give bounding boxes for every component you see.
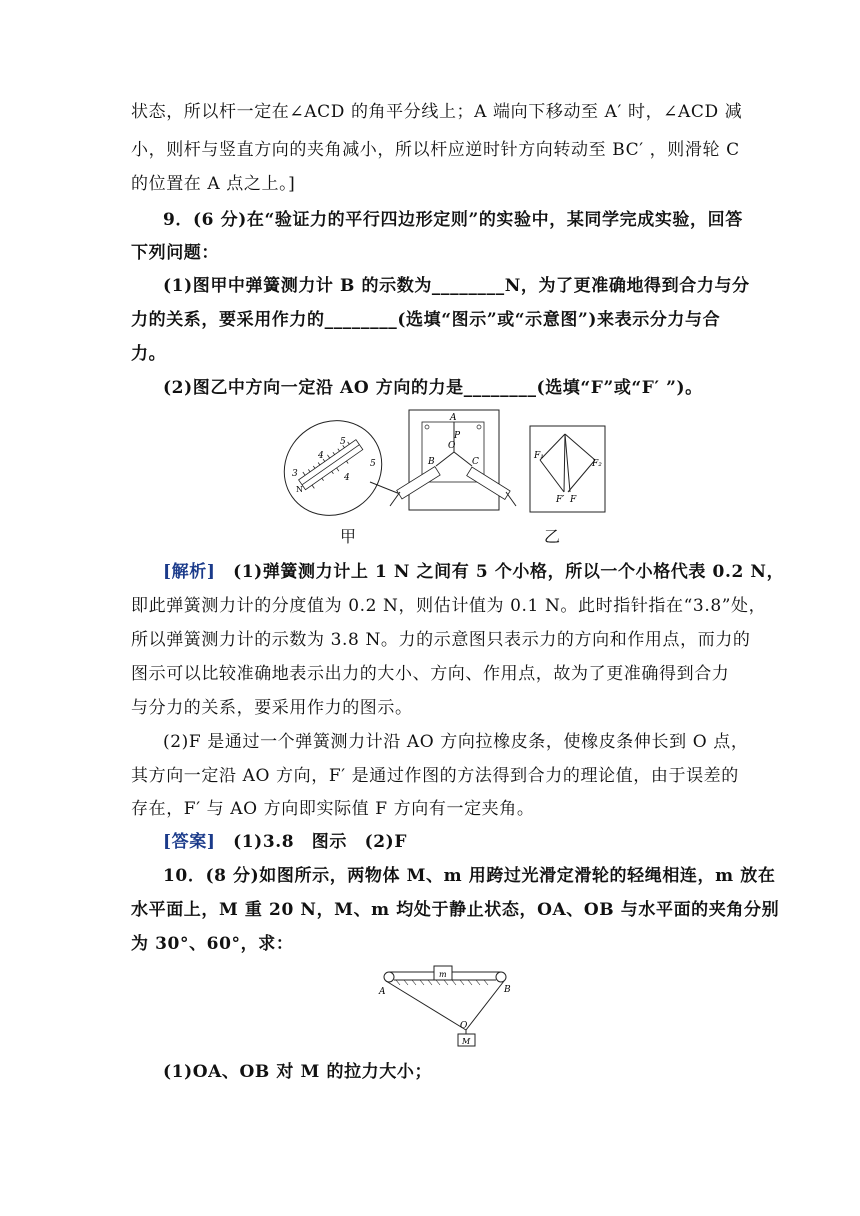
question-9-part-2: (2)图乙中方向一定沿 AO 方向的力是________(选填“F”或“F′ ”)。 [163, 378, 703, 398]
figure-2 [376, 960, 516, 1050]
fig-label-f1: F₁ [534, 451, 544, 461]
text-line: 存在，F′ 与 AO 方向即实际值 F 方向有一定夹角。 [131, 799, 535, 819]
fig2-label-b: B [504, 985, 511, 995]
fig2-label-m: m [439, 970, 447, 979]
fig-label-fprime: F′ [556, 495, 565, 505]
fig-label-b: B [428, 457, 435, 467]
text-line: 其方向一定沿 AO 方向，F′ 是通过作图的方法得到合力的理论值，由于误差的 [131, 766, 739, 786]
fig-label: 5 [340, 437, 346, 447]
fig-label: 4 [344, 473, 350, 483]
fig-label-o: O [448, 441, 456, 451]
text-line: 下列问题： [131, 243, 219, 263]
text-line: 与分力的关系，要采用作力的图示。 [131, 698, 413, 718]
fig-label: 4 [318, 451, 324, 461]
text-line: 图示可以比较准确地表示出力的大小、方向、作用点，故为了更准确得到合力 [131, 664, 730, 684]
fig-label-a: A [450, 413, 457, 423]
question-9-part-1: (1)图甲中弹簧测力计 B 的示数为________N，为了更准确地得到合力与分 [163, 276, 750, 296]
figure-caption-jia: 甲 [340, 527, 357, 546]
text-line: 即此弹簧测力计的分度值为 0.2 N，则估计值为 0.1 N。此时指针指在“3.8”处， [131, 596, 767, 616]
text-line: 所以弹簧测力计的示数为 3.8 N。力的示意图只表示力的方向和作用点，而力的 [131, 630, 751, 650]
answer-line: [答案] (1)3.8 图示 (2)F [163, 832, 407, 852]
text-line: 力。 [131, 344, 167, 364]
fig-label-f2: F₂ [592, 459, 602, 469]
fig-label-p: P [454, 431, 461, 441]
analysis-line-1: [解析] (1)弹簧测力计上 1 N 之间有 5 个小格，所以一个小格代表 0.2 N， [163, 562, 785, 582]
fig-label: 5 [370, 459, 376, 469]
fig2-label-a: A [379, 987, 386, 997]
question-10-title: 10．(8 分)如图所示，两物体 M、m 用跨过光滑定滑轮的轻绳相连，m 放在 [163, 866, 776, 886]
fig-label: N [296, 485, 303, 494]
text-line: 状态，所以杆一定在∠ACD 的角平分线上；A 端向下移动至 A′ 时，∠ACD 减 [131, 102, 743, 122]
fig-label: 3 [292, 469, 298, 479]
fig-label-c: C [472, 457, 479, 467]
text-line: 为 30°、60°，求： [131, 934, 294, 954]
question-9-title: 9．(6 分)在“验证力的平行四边形定则”的实验中，某同学完成实验，回答 [163, 210, 743, 230]
figure-caption-yi: 乙 [544, 527, 561, 546]
text-line: 的位置在 A 点之上。] [131, 174, 296, 194]
question-10-part-1: (1)OA、OB 对 M 的拉力大小； [163, 1062, 433, 1082]
analysis-tag: [解析] [163, 562, 216, 582]
fig2-label-big-m: M [462, 1037, 471, 1046]
text-line: 水平面上，M 重 20 N，M、m 均处于静止状态，OA、OB 与水平面的夹角分别 [131, 900, 780, 920]
fig2-label-o: O [460, 1021, 468, 1031]
text-line: (2)F 是通过一个弹簧测力计沿 AO 方向拉橡皮条，使橡皮条伸长到 O 点， [163, 732, 749, 752]
text-line: 力的关系，要采用作力的________(选填“图示”或“示意图”)来表示分力与合 [131, 310, 721, 330]
text-line: 小，则杆与竖直方向的夹角减小，所以杆应逆时针方向转动至 BC′ ，则滑轮 C [131, 140, 740, 160]
figure-1 [278, 408, 608, 520]
fig-label-f: F [570, 495, 577, 505]
answer-tag: [答案] [163, 832, 216, 852]
